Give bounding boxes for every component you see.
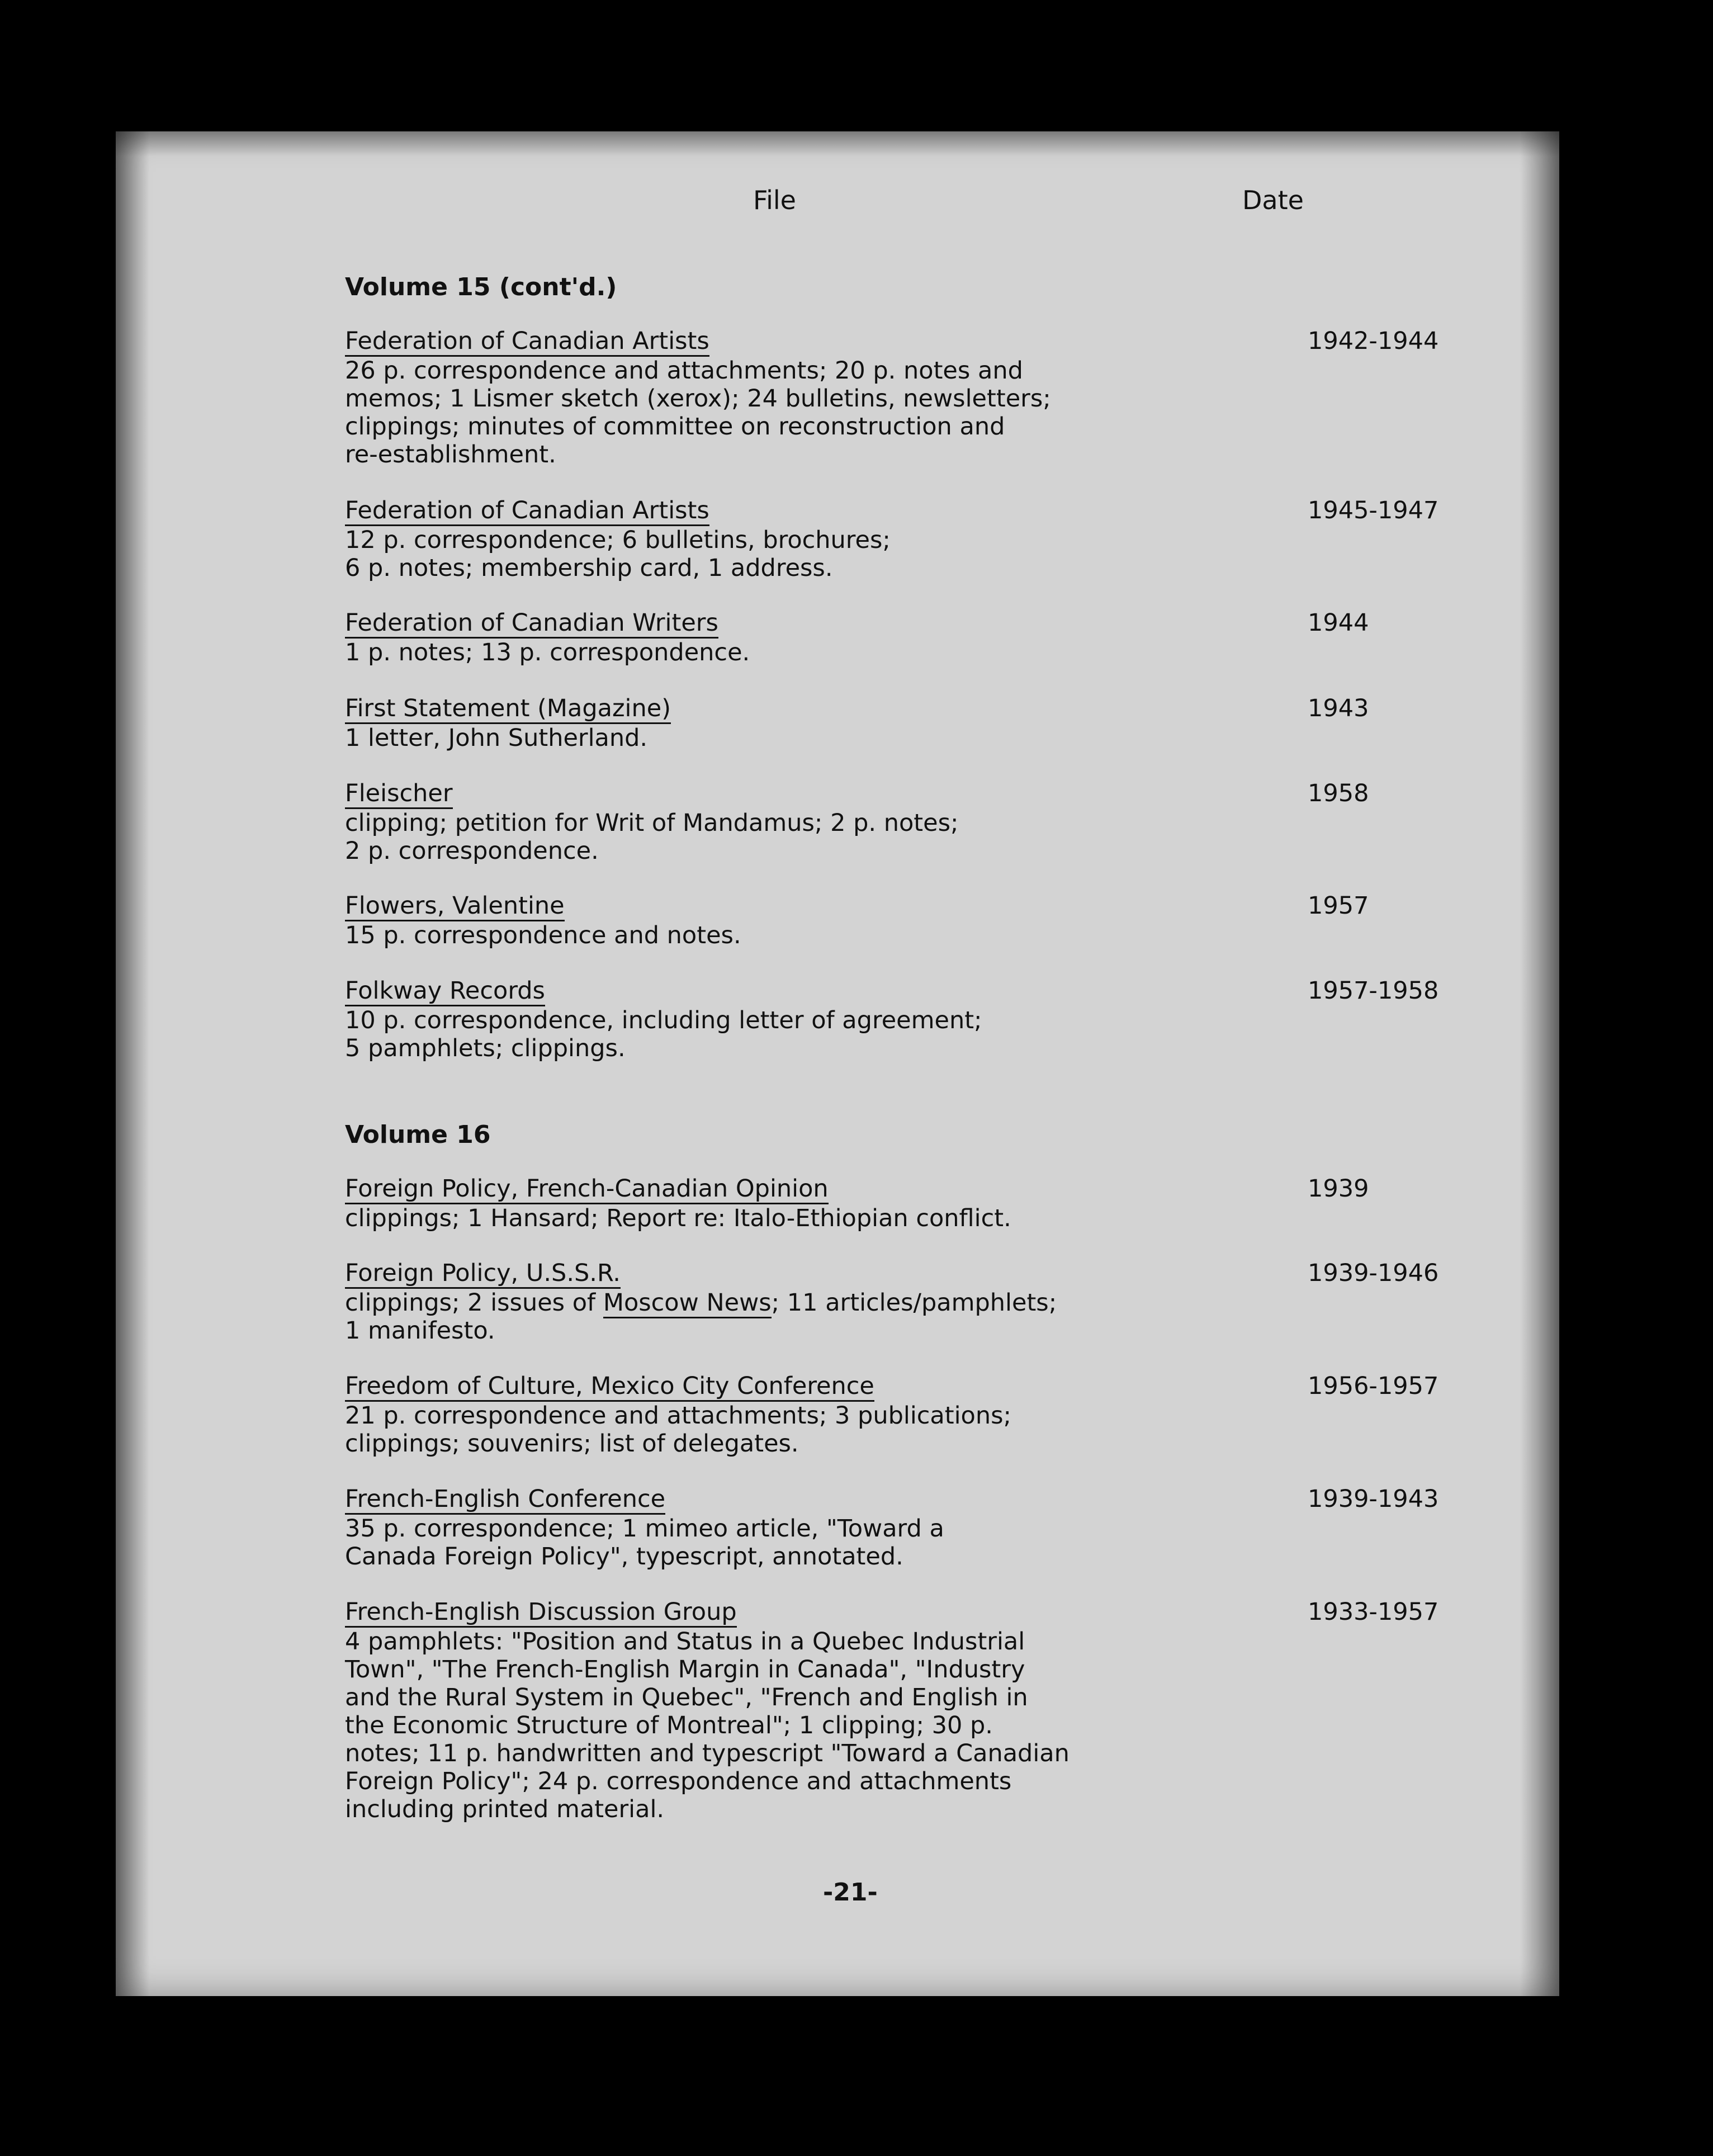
file-title: First Statement (Magazine) xyxy=(345,696,671,724)
file-title: Foreign Policy, French-Canadian Opinion xyxy=(345,1176,829,1204)
file-entry xyxy=(345,1372,1439,1458)
file-title: Freedom of Culture, Mexico City Conference xyxy=(345,1374,874,1402)
file-date: 1942-1944 xyxy=(1308,327,1439,355)
page-shadow-top xyxy=(116,131,1559,157)
page-shadow-left xyxy=(116,131,149,1996)
description-text: ; 11 articles/pamphlets; 1 manifesto. xyxy=(345,1289,1057,1345)
file-date: 1933-1957 xyxy=(1308,1598,1439,1626)
publication-title: Moscow News xyxy=(603,1289,772,1318)
page-number: -21- xyxy=(823,1878,878,1907)
file-date: 1957 xyxy=(1308,892,1369,920)
file-date: 1957-1958 xyxy=(1308,977,1439,1005)
file-title: French-English Discussion Group xyxy=(345,1600,737,1628)
file-description: 1 letter, John Sutherland. xyxy=(345,724,648,753)
file-entry xyxy=(345,609,1369,667)
file-description: 21 p. correspondence and attachments; 3 publications; clippings; souvenirs; list of delegates. xyxy=(345,1402,1012,1458)
column-header-file: File xyxy=(753,185,796,215)
file-entry xyxy=(345,1598,1439,1824)
volume-heading: Volume 15 (cont'd.) xyxy=(345,273,617,301)
page-shadow-right xyxy=(1520,131,1559,1996)
file-date: 1956-1957 xyxy=(1308,1372,1439,1400)
file-entry xyxy=(345,892,1369,950)
file-entry xyxy=(345,694,1369,753)
file-title: Federation of Canadian Writers xyxy=(345,611,718,639)
file-description: 4 pamphlets: "Position and Status in a Quebec Industrial Town", "The French-English Margin in Canada", "Industry and the Rural System in Quebec", "French and English in the Economic Structure of Montreal"; 1 clipping; 30 p. notes; 11 p. handwritten and typescript "Toward a Canadian Foreign Policy"; 24 p. correspondence and attachments including printed material. xyxy=(345,1628,1070,1824)
file-entry xyxy=(345,977,1439,1063)
file-entry xyxy=(345,1175,1369,1233)
file-date: 1945-1947 xyxy=(1308,497,1439,524)
file-title: Foreign Policy, U.S.S.R. xyxy=(345,1261,621,1289)
file-date: 1939-1946 xyxy=(1308,1259,1439,1287)
file-description xyxy=(345,1289,1128,1345)
file-description: clipping; petition for Writ of Mandamus; 2 p. notes; 2 p. correspondence. xyxy=(345,809,959,866)
file-entry xyxy=(345,497,1439,583)
file-date: 1939-1943 xyxy=(1308,1485,1439,1513)
file-description: clippings; 1 Hansard; Report re: Italo-Ethiopian conflict. xyxy=(345,1204,1011,1233)
file-title: Federation of Canadian Artists xyxy=(345,329,709,357)
file-title: Federation of Canadian Artists xyxy=(345,498,709,526)
file-entry xyxy=(345,327,1439,469)
file-title: Flowers, Valentine xyxy=(345,893,565,921)
file-title: French-English Conference xyxy=(345,1487,665,1515)
file-description: 26 p. correspondence and attachments; 20 p. notes and memos; 1 Lismer sketch (xerox); 24 bulletins, newsletters; clippings; minutes of committee on reconstruction and re-establishment. xyxy=(345,357,1051,469)
file-description: 35 p. correspondence; 1 mimeo article, "Toward a Canada Foreign Policy", typescript, annotated. xyxy=(345,1515,944,1571)
file-date: 1943 xyxy=(1308,694,1369,722)
file-description: 1 p. notes; 13 p. correspondence. xyxy=(345,639,750,667)
file-entry xyxy=(345,1485,1439,1571)
column-header-date: Date xyxy=(1242,185,1304,215)
file-date: 1939 xyxy=(1308,1175,1369,1203)
file-description: 12 p. correspondence; 6 bulletins, brochures; 6 p. notes; membership card, 1 address. xyxy=(345,526,891,583)
document-page xyxy=(116,131,1559,1996)
file-entry xyxy=(345,779,1369,866)
file-title: Folkway Records xyxy=(345,978,545,1006)
description-text: clippings; 2 issues of xyxy=(345,1289,603,1317)
file-date: 1944 xyxy=(1308,609,1369,637)
file-date: 1958 xyxy=(1308,779,1369,807)
file-entry xyxy=(345,1259,1439,1345)
file-title: Fleischer xyxy=(345,781,453,809)
file-description: 10 p. correspondence, including letter of agreement; 5 pamphlets; clippings. xyxy=(345,1006,982,1063)
volume-heading: Volume 16 xyxy=(345,1120,491,1149)
file-description: 15 p. correspondence and notes. xyxy=(345,921,741,950)
